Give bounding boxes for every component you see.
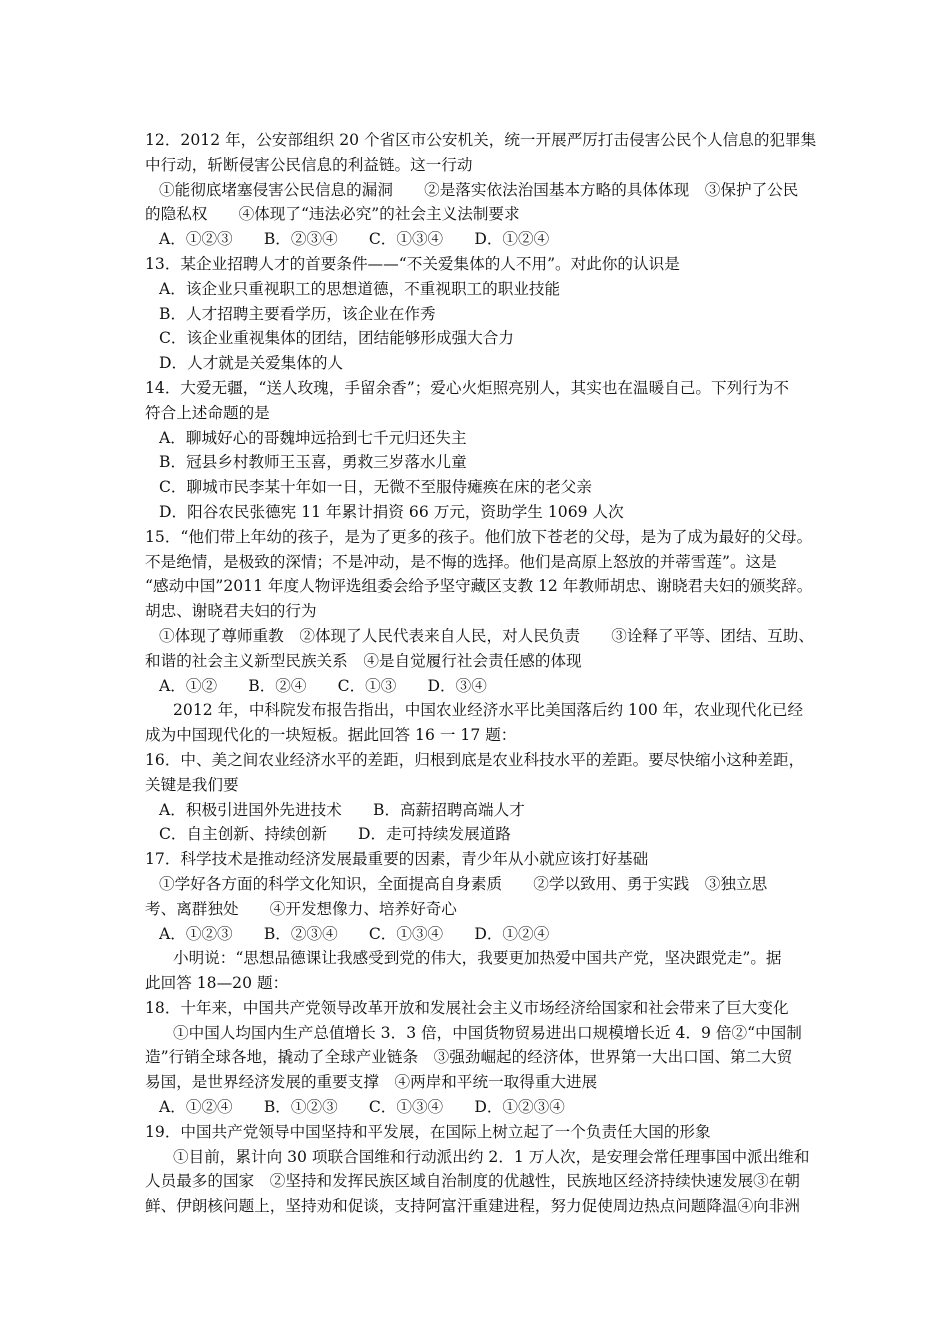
- q15-stem-line4: 胡忠、谢晓君夫妇的行为: [145, 602, 317, 621]
- q14-option-c: C．聊城市民李某十年如一日，无微不至服侍瘫痪在床的老父亲: [159, 478, 592, 497]
- q18-options: A．①②④ B．①②③ C．①③④ D．①②③④: [159, 1098, 565, 1117]
- q13-option-c: C．该企业重视集体的团结，团结能够形成强大合力: [159, 329, 514, 348]
- q14-option-d: D．阳谷农民张德宪 11 年累计捐资 66 万元，资助学生 1069 人次: [159, 502, 624, 521]
- q18-stem: 18．十年来，中国共产党领导改革开放和发展社会主义市场经济给国家和社会带来了巨大变化: [145, 998, 789, 1017]
- q15-statements-line1: ①体现了尊师重教 ②体现了人民代表来自人民，对人民负责 ③诠释了平等、团结、互助、: [159, 626, 814, 645]
- q13-option-a: A．该企业只重视职工的思想道德，不重视职工的职业技能: [159, 279, 561, 298]
- q19-stem: 19．中国共产党领导中国坚持和平发展，在国际上树立起了一个负责任大国的形象: [145, 1122, 711, 1141]
- q12-stem-line1: 12．2012 年，公安部组织 20 个省区市公安机关，统一开展严厉打击侵害公民个人信息的犯罪集: [145, 131, 817, 149]
- passage-16-17-line1: 2012 年，中科院发布报告指出，中国农业经济水平比美国落后约 100 年，农业现代化已经: [173, 701, 804, 720]
- passage-18-20-line1: 小明说：“思想品德课让我感受到党的伟大，我要更加热爱中国共产党，坚决跟党走”。据: [173, 949, 782, 968]
- q16-options-cd: C．自主创新、持续创新 D．走可持续发展道路: [159, 825, 511, 844]
- q15-statements-line2: 和谐的社会主义新型民族关系 ④是自觉履行社会责任感的体现: [145, 651, 582, 670]
- q14-stem-line1: 14．大爱无疆，“送人玫瑰，手留余香”；爱心火炬照亮别人，其实也在温暖自己。下列行为不: [145, 378, 789, 397]
- q19-statements-line3: 鲜、伊朗核问题上，坚持劝和促谈，支持阿富汗重建进程，努力促使周边热点问题降温④向非洲: [145, 1197, 800, 1216]
- q17-statements-line2: 考、离群独处 ④开发想像力、培养好奇心: [145, 899, 457, 918]
- q17-stem: 17．科学技术是推动经济发展最重要的因素，青少年从小就应该打好基础: [145, 850, 649, 869]
- q14-option-a: A．聊城好心的哥魏坤远拾到七千元归还失主: [159, 428, 467, 447]
- q12-statements-line1: ①能彻底堵塞侵害公民信息的漏洞 ②是落实依法治国基本方略的具体体现 ③保护了公民: [159, 180, 799, 199]
- q16-stem-line1: 16．中、美之间农业经济水平的差距，归根到底是农业科技水平的差距。要尽快缩小这种差距，: [145, 750, 805, 769]
- passage-18-20-line2: 此回答 18—20 题：: [145, 974, 289, 993]
- q12-statements-line2: 的隐私权 ④体现了“违法必究”的社会主义法制要求: [145, 205, 520, 224]
- q15-options: A．①② B．②④ C．①③ D．③④: [159, 676, 487, 695]
- q15-stem-line1: 15．“他们带上年幼的孩子，是为了更多的孩子。他们放下苍老的父母，是为了成为最好的父母。: [145, 527, 813, 546]
- q16-stem-line2: 关键是我们要: [145, 775, 239, 794]
- q17-statements-line1: ①学好各方面的科学文化知识，全面提高自身素质 ②学以致用、勇于实践 ③独立思: [159, 874, 768, 893]
- q16-options-ab: A．积极引进国外先进技术 B．高薪招聘高端人才: [159, 800, 525, 819]
- q13-option-b: B．人才招聘主要看学历，该企业在作秀: [159, 304, 436, 323]
- q18-statements-line3: 易国，是世界经济发展的重要支撑 ④两岸和平统一取得重大进展: [145, 1073, 598, 1092]
- q19-statements-line1: ①目前，累计向 30 项联合国维和行动派出约 2．1 万人次，是安理会常任理事国中派出维和: [173, 1147, 810, 1166]
- q15-stem-line2: 不是绝情，是极致的深情；不是冲动，是不悔的选择。他们是高原上怒放的并蒂雪莲”。这是: [145, 552, 777, 571]
- q14-stem-line2: 符合上述命题的是: [145, 403, 270, 422]
- q18-statements-line2: 造”行销全球各地，撬动了全球产业链条 ③强劲崛起的经济体，世界第一大出口国、第二大贸: [145, 1048, 793, 1067]
- q14-option-b: B．冠县乡村教师王玉喜，勇救三岁落水儿童: [159, 453, 467, 472]
- exam-page: [145, 128, 855, 1219]
- q13-stem: 13．某企业招聘人才的首要条件——“不关爱集体的人不用”。对此你的认识是: [145, 254, 680, 273]
- passage-16-17-line2: 成为中国现代化的一块短板。据此回答 16 一 17 题：: [145, 726, 517, 745]
- q19-statements-line2: 人员最多的国家 ②坚持和发挥民族区域自治制度的优越性，民族地区经济持续快速发展③在朝: [145, 1172, 800, 1191]
- q13-option-d: D．人才就是关爱集体的人: [159, 354, 344, 373]
- q18-statements-line1: ①中国人均国内生产总值增长 3．3 倍，中国货物贸易进出口规模增长近 4．9 倍②“中国制: [173, 1023, 802, 1042]
- q15-stem-line3: “感动中国”2011 年度人物评选组委会给予坚守藏区支教 12 年教师胡忠、谢晓君夫妇的颁奖辞。: [145, 577, 813, 596]
- q12-stem-line2: 中行动，斩断侵害公民信息的利益链。这一行动: [145, 155, 473, 174]
- q17-options: A．①②③ B．②③④ C．①③④ D．①②④: [159, 924, 550, 943]
- q12-options: A．①②③ B．②③④ C．①③④ D．①②④: [159, 230, 550, 249]
